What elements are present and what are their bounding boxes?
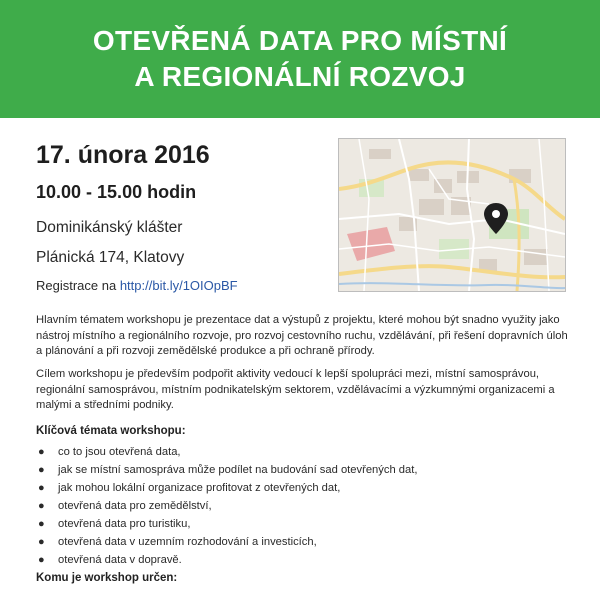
bullet-icon: ● <box>38 500 45 512</box>
list-item <box>36 515 417 533</box>
list-item <box>36 443 417 461</box>
bullet-icon: ● <box>38 464 45 476</box>
topic-text: jak mohou lokální organizace profitovat z otevřených dat, <box>58 482 341 494</box>
topic-text: jak se místní samospráva může podílet na budování sad otevřených dat, <box>58 464 418 476</box>
registration-label: Registrace na <box>36 278 120 293</box>
intro-paragraph: Hlavním tématem workshopu je prezentace dat a výstupů z projektu, které mohou být snadno využity jako nástroj místního a regionálního rozvoje, pro rozvoj cestovního ruchu, vzdělávání, při řešení dopravních úloh a plánování a při rozvoji zemědělské produkce a při ochraně přírody. <box>36 314 568 357</box>
map-graphic <box>339 139 565 291</box>
list-item <box>36 551 417 569</box>
bullet-icon: ● <box>38 482 45 494</box>
topic-text: co to jsou otevřená data, <box>58 446 181 458</box>
registration-link[interactable]: http://bit.ly/1OIOpBF <box>119 278 238 293</box>
list-item <box>36 461 417 479</box>
event-venue: Dominikánský klášter <box>36 219 183 236</box>
goal-paragraph: Cílem workshopu je především podpořit aktivity vedoucí k lepší spolupráci mezi, místní samosprávou, regionální samosprávou, místním podnikatelským sektorem, vzdělávacími a výzkumnými organizacemi a malými a středními podniky. <box>36 368 555 411</box>
topics-heading: Klíčová témata workshopu: <box>36 425 186 437</box>
event-address: Plánická 174, Klatovy <box>36 249 185 266</box>
event-date: 17. února 2016 <box>36 141 210 169</box>
bullet-icon: ● <box>38 518 45 530</box>
topic-text: otevřená data v dopravě. <box>58 554 182 566</box>
topics-list <box>36 443 417 569</box>
title-banner <box>0 0 600 118</box>
registration-line <box>36 278 238 293</box>
topic-text: otevřená data v uzemním rozhodování a investicích, <box>58 536 317 548</box>
list-item <box>36 479 417 497</box>
topic-text: otevřená data pro zemědělství, <box>58 500 212 512</box>
bullet-icon: ● <box>38 446 45 458</box>
list-item <box>36 497 417 515</box>
list-item <box>36 533 417 551</box>
title-line-2: A REGIONÁLNÍ ROZVOJ <box>134 61 466 92</box>
title-line-1: OTEVŘENÁ DATA PRO MÍSTNÍ <box>92 25 508 56</box>
location-map[interactable] <box>338 138 566 292</box>
bullet-icon: ● <box>38 536 45 548</box>
event-hours: 10.00 - 15.00 hodin <box>36 182 197 202</box>
audience-heading: Komu je workshop určen: <box>36 572 178 584</box>
topic-text: otevřená data pro turistiku, <box>58 518 191 530</box>
bullet-icon: ● <box>38 554 45 566</box>
